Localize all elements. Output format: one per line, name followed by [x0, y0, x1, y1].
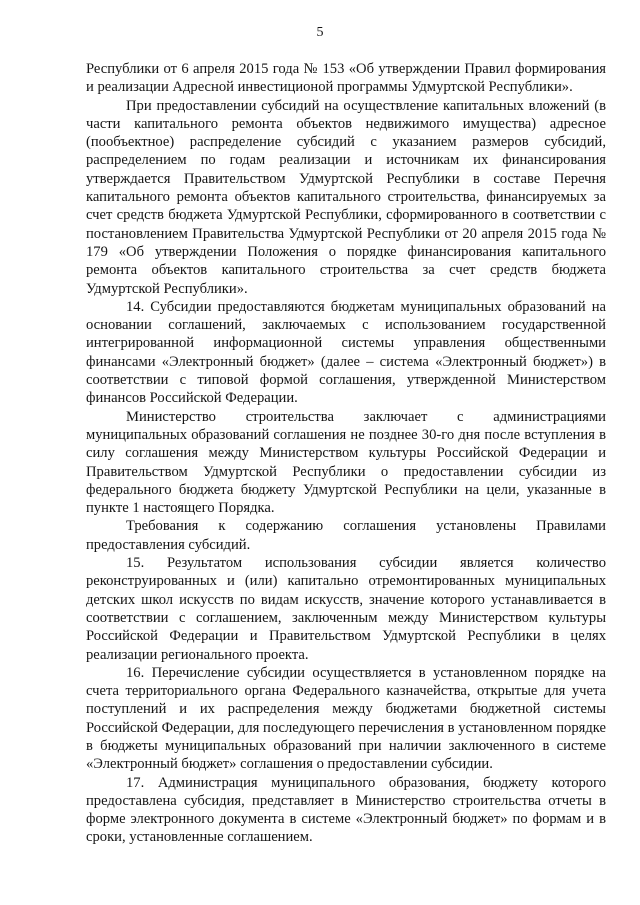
document-body	[86, 60, 606, 847]
paragraph-ministry-agreement-deadline: Министерство строительства заключает с администрациями муниципальных образований соглашения не позднее 30-го дня после вступления в силу соглашения между Министерством культуры Российской Федерации и Правительством Удмуртской Республики о предоставлении субсидии из федерального бюджета бюджету Удмуртской Республики на цели, указанные в пункте 1 настоящего Порядка.	[86, 408, 606, 517]
paragraph-capital-repair-distribution: При предоставлении субсидий на осуществление капитальных вложений (в части капитального ремонта объектов недвижимого имущества) адресное (пообъектное) распределение субсидий с указанием размеров субсидий, распределением по годам реализации и источникам их финансирования утверждается Правительством Удмуртской Республики в составе Перечня капитального ремонта объектов капитального строительства, финансируемых за счет средств бюджета Удмуртской Республики, сформированного в соответствии с постановлением Правительства Удмуртской Республики от 20 апреля 2015 года № 179 «Об утверждении Положения о порядке финансирования капитального ремонта объектов капитального строительства за счет средств бюджета Удмуртской Республики».	[86, 97, 606, 297]
page-number: 5	[316, 25, 324, 40]
paragraph-continuation: Республики от 6 апреля 2015 года № 153 «Об утверждении Правил формирования и реализации Адресной инвестиционой программы Удмуртской Республики».	[86, 61, 606, 96]
paragraph-agreement-requirements: Требования к содержанию соглашения установлены Правилами предоставления субсидий.	[86, 518, 606, 553]
paragraph-16-transfer: 16. Перечисление субсидии осуществляется в установленном порядке на счета территориального органа Федерального казначейства, открытые для учета поступлений и их распределения между бюджетами бюджетной системы Российской Федерации, для последующего перечисления в установленном порядке в бюджеты муниципальных образований при наличии заключенного в системе «Электронный бюджет» соглашения о предоставлении субсидии.	[86, 664, 606, 773]
paragraph-17-reports: 17. Администрация муниципального образования, бюджету которого предоставлена субсидия, представляет в Министерство строительства отчеты в форме электронного документа в системе «Электронный бюджет» по формам и в сроки, установленные соглашением.	[86, 774, 606, 846]
paragraph-15-result: 15. Результатом использования субсидии является количество реконструированных и (или) капитально отремонтированных муниципальных детских школ искусств по видам искусств, значение которого устанавливается в соответствии с соглашением, заключенным между Министерством культуры Российской Федерации и Правительством Удмуртской Республики в целях реализации регионального проекта.	[86, 555, 606, 663]
paragraph-14-agreements: 14. Субсидии предоставляются бюджетам муниципальных образований на основании соглашений, заключаемых с использованием государственной интегрированной информационной системы управления общественными финансами «Электронный бюджет» (далее – система «Электронный бюджет») в соответствии с типовой формой соглашения, утвержденной Министерством финансов Российской Федерации.	[86, 298, 606, 407]
